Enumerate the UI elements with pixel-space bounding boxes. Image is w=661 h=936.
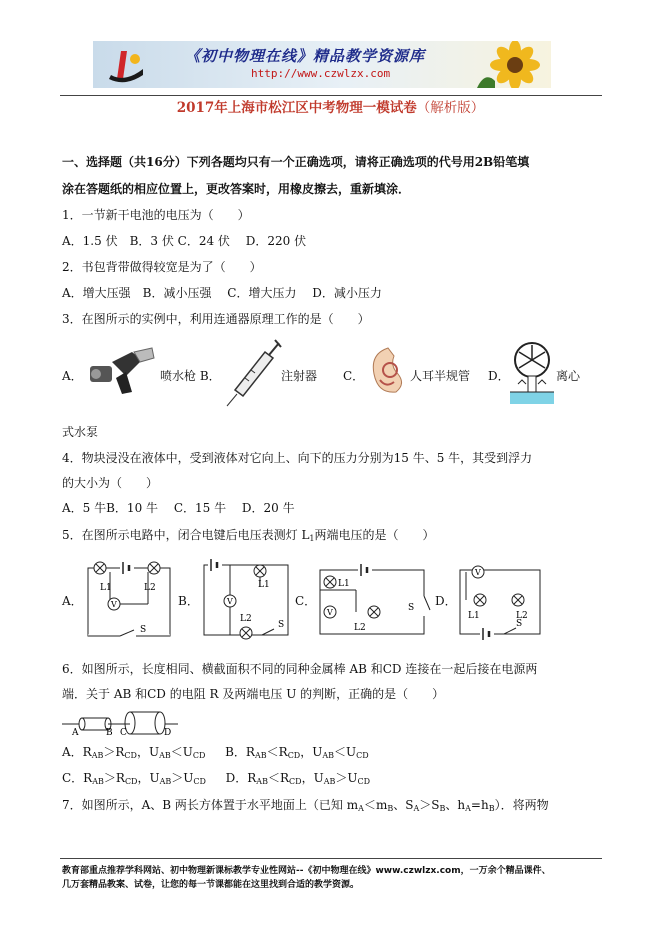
circuit-a-l1-label: L1 — [100, 583, 112, 593]
q1-options: A．1.5 伏 B．3 伏 C．24 伏 D．220 伏 — [62, 234, 307, 248]
battery-icon — [480, 628, 494, 640]
circuit-b-switch-label: S — [278, 620, 285, 630]
syringe-icon — [225, 338, 281, 408]
sunflower-icon — [477, 41, 547, 88]
circuit-c-l1-label: L1 — [338, 579, 350, 589]
circuit-a-l2-label: L2 — [144, 583, 156, 593]
circuit-c-l2-label: L2 — [354, 623, 366, 633]
lamp-icon — [474, 594, 524, 606]
title-main: 2017年上海市松江区中考物理一模试卷 — [176, 100, 417, 116]
section-heading-line2: 涂在答题纸的相应位置上，更改答案时，用橡皮擦去，重新填涂． — [62, 182, 411, 196]
q2-stem: 2．书包背带做得较宽是为了（ ） — [62, 260, 262, 274]
q4-options: A．5 牛B．10 牛 C．15 牛 D．20 牛 — [62, 501, 295, 515]
q6-options-row2 — [62, 770, 370, 790]
centrifugal-pump-icon — [510, 340, 554, 406]
circuit-d-l1-label: L1 — [468, 611, 480, 621]
q3-stem: 3．在图所示的实例中，利用连通器原理工作的是（ ） — [62, 312, 370, 326]
circuit-d-l2-label: L2 — [516, 611, 528, 621]
circuit-b-l1-label: L1 — [258, 580, 270, 590]
q5-stem-sub: 1 — [309, 534, 315, 543]
q4-stem-line1: 4．物块浸没在液体中，受到液体对它向上、向下的压力分别为15 牛、5 牛，其受到浮力 — [62, 451, 533, 465]
q5-option-d-letter: D． — [435, 594, 457, 608]
circuit-a-diagram — [84, 560, 174, 640]
q6-opt-d: D．$R_{AB}<R_{CD}$，$U_{AB}>U_{CD}$ — [225, 771, 371, 786]
q3-option-c-label: 人耳半规管 — [410, 369, 471, 383]
circuit-c-voltmeter-label: V — [327, 608, 333, 617]
q3-option-a-label: 喷水枪 B． — [160, 369, 221, 383]
rod-label-c: C — [120, 728, 127, 738]
q1-stem: 1．一节新干电池的电压为（ ） — [62, 208, 250, 222]
rod-label-b: B — [106, 728, 113, 738]
q2-options: A．增大压强 B．减小压强 C．增大压力 D．减小压力 — [62, 286, 382, 300]
footer-divider — [60, 858, 602, 859]
circuit-b-l2-label: L2 — [240, 614, 252, 624]
circuit-b-diagram — [200, 557, 292, 643]
q6-options-row1 — [62, 744, 369, 764]
banner-title: 《初中物理在线》精品教学资源库 — [185, 47, 426, 65]
header-banner — [93, 41, 551, 88]
document-title — [0, 96, 661, 116]
site-logo-icon — [107, 45, 147, 85]
q6-opt-c: C．$R_{AB}>R_{CD}$，$U_{AB}>U_{CD}$ — [62, 771, 206, 786]
q7-stem: 7．如图所示，A、B 两长方体置于水平地面上（已知 $m_A<m_B$、$S_A>S_B$、$h_A=h_B$）．将两物 — [62, 798, 549, 813]
rod-label-d: D — [164, 728, 172, 738]
circuit-d-voltmeter-label: V — [475, 568, 481, 577]
q4-stem-line2: 的大小为（ ） — [62, 476, 159, 490]
title-sub: （解析版） — [416, 100, 485, 116]
battery-icon — [358, 564, 372, 576]
q3-option-c-letter: C． — [343, 369, 365, 383]
q6-opt-a: A．$R_{AB}>R_{CD}$，$U_{AB}<U_{CD}$ — [62, 745, 206, 760]
q3-option-d-letter: D． — [488, 369, 510, 383]
battery-icon — [120, 562, 134, 574]
q3-option-d-label: 离心 — [556, 369, 581, 383]
q5-option-c-letter: C． — [295, 594, 317, 608]
footer-line2: 几万套精品教案、试卷，让您的每一节课都能在这里找到合适的教学资源。 — [62, 880, 360, 890]
section-heading-line1: 一、选择题（共16分）下列各题均只有一个正确选项，请将正确选项的代号用2B铅笔填 — [62, 155, 530, 169]
battery-icon — [208, 559, 222, 571]
q6-stem-line2: 端．关于 AB 和CD 的电阻 R 及两端电压 U 的判断，正确的是（ ） — [62, 687, 445, 701]
q3-option-b-label: 注射器 — [281, 369, 318, 383]
q5-stem-post: 两端电压的是（ ） — [314, 528, 435, 542]
lamp-icon — [240, 565, 266, 639]
water-gun-icon — [86, 344, 156, 400]
q5-stem — [62, 527, 435, 547]
circuit-a-voltmeter-label: V — [111, 600, 117, 609]
q3-option-d-label-cont: 式水泵 — [62, 425, 99, 439]
circuit-d-diagram — [456, 560, 544, 640]
footer-line1: 教育部重点推荐学科网站、初中物理新课标教学专业性网站--《初中物理在线》www.czwlzx.com，一万余个精品课件、 — [62, 866, 551, 876]
circuit-a-switch-label: S — [140, 625, 147, 635]
metal-rods-diagram — [62, 708, 182, 736]
q5-option-b-letter: B． — [178, 594, 199, 608]
banner-url[interactable]: http://www.czwlzx.com — [251, 67, 391, 80]
q6-opt-b: B．$R_{AB}<R_{CD}$，$U_{AB}<U_{CD}$ — [225, 745, 369, 760]
circuit-c-diagram — [316, 560, 428, 640]
q3-option-a-letter: A． — [62, 369, 83, 383]
circuit-b-voltmeter-label: V — [227, 597, 233, 606]
rod-label-a: A — [72, 728, 79, 738]
circuit-d-switch-label: S — [516, 619, 523, 629]
q6-stem-line1: 6．如图所示，长度相同、横截面积不同的同种金属棒 AB 和CD 连接在一起后接在电源两 — [62, 662, 538, 676]
circuit-c-switch-label: S — [408, 603, 415, 613]
q5-option-a-letter: A． — [62, 594, 83, 608]
q5-stem-pre: 5．在图所示电路中，闭合电键后电压表测灯 L — [62, 528, 310, 542]
inner-ear-icon — [366, 344, 410, 400]
